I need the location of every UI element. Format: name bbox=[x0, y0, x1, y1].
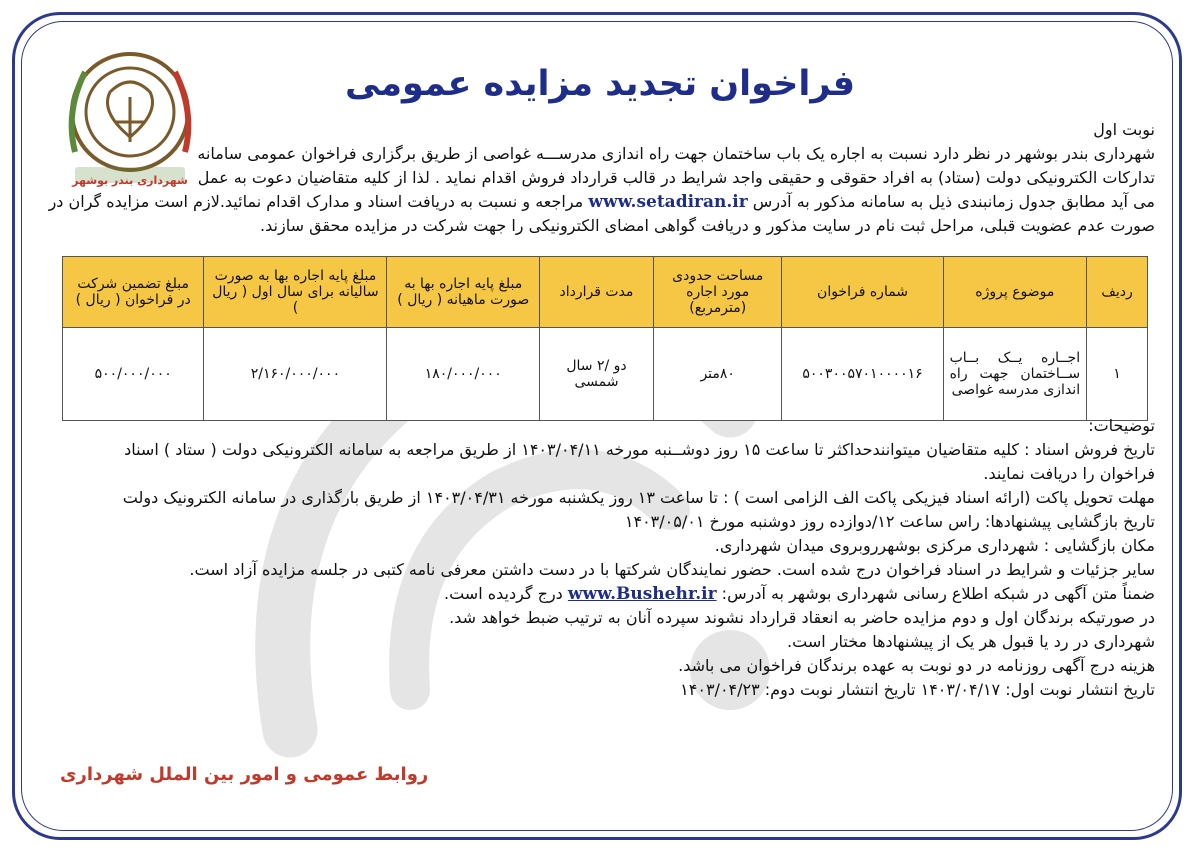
setadiran-link[interactable]: www.setadiran.ir bbox=[588, 192, 748, 212]
column-header: موضوع پروژه bbox=[943, 257, 1087, 328]
round-label: نوبت اول bbox=[1093, 120, 1155, 139]
monthly-rent: ۱۸۰/۰۰۰/۰۰۰ bbox=[387, 328, 540, 421]
note-line: شهرداری در رد یا قبول هر یک از پیشنهادها مختار است. bbox=[787, 632, 1155, 651]
auction-table bbox=[62, 256, 1148, 421]
note-line: در صورتیکه برندگان اول و دوم مزایده حاضر به انعقاد قرارداد نشوند سپرده آنان به ترتیب ضبط خواهد شد. bbox=[449, 608, 1155, 627]
note-line: فراخوان را دریافت نمایند. bbox=[983, 464, 1155, 483]
note-line: تاریخ بازگشایی پیشنهادها: راس ساعت ۱۲/دوازده روز دوشنبه مورخ ۱۴۰۳/۰۵/۰۱ bbox=[624, 512, 1155, 531]
contract-duration: دو /۲ سال شمسی bbox=[540, 328, 654, 421]
table-row bbox=[63, 328, 1148, 421]
row-number: ۱ bbox=[1087, 328, 1148, 421]
bushehr-link[interactable]: www.Bushehr.ir bbox=[567, 584, 717, 604]
notes-section bbox=[45, 414, 1155, 702]
tender-number: ۵۰۰۳۰۰۵۷۰۱۰۰۰۰۱۶ bbox=[782, 328, 943, 421]
intro-line: شهرداری بندر بوشهر در نظر دارد نسبت به اجاره یک باب ساختمان جهت راه اندازی مدرســـه غواصی از طریق برگزاری فراخوان عمومی سامانه bbox=[197, 144, 1155, 163]
guarantee-amount: ۵۰۰/۰۰۰/۰۰۰ bbox=[63, 328, 204, 421]
column-header: مبلغ پایه اجاره بها به صورت ماهیانه ( ریال ) bbox=[387, 257, 540, 328]
note-text: درج گردیده است. bbox=[443, 584, 563, 603]
table-header-row bbox=[63, 257, 1148, 328]
intro-line: صورت عدم عضویت قبلی، مراحل ثبت نام در سایت مذکور و دریافت گواهی امضای الکترونیکی را جهت شرکت در مزایده محقق سازند. bbox=[260, 216, 1155, 235]
note-line: مکان بازگشایی : شهرداری مرکزی بوشهرروبروی میدان شهرداری. bbox=[714, 536, 1155, 555]
column-header: مساحت حدودی مورد اجاره (مترمربع) bbox=[653, 257, 782, 328]
column-header: شماره فراخوان bbox=[782, 257, 943, 328]
intro-line-text: می آید مطابق جدول زمانبندی ذیل به سامانه مذکور به آدرس bbox=[752, 192, 1155, 211]
rental-area: ۸۰متر bbox=[653, 328, 782, 421]
page-title: فراخوان تجدید مزایده عمومی bbox=[344, 64, 856, 104]
column-header: مبلغ پایه اجاره بها به صورت سالیانه برای سال اول ( ریال ) bbox=[204, 257, 387, 328]
column-header: مدت قرارداد bbox=[540, 257, 654, 328]
notes-heading: توضیحات: bbox=[1088, 416, 1155, 435]
column-header: مبلغ تضمین شرکت در فراخوان ( ریال ) bbox=[63, 257, 204, 328]
note-line: تاریخ فروش اسناد : کلیه متقاضیان میتوانندحداکثر تا ساعت ۱۵ روز دوشــنبه مورخه ۱۴۰۳/۰۴/۱۱ از طریق مراجعه به سامانه الکترونیکی دولت ( ستاد ) اسناد bbox=[124, 440, 1155, 459]
note-line: هزینه درج آگهی روزنامه در دو نوبت به عهده برندگان فراخوان می باشد. bbox=[678, 656, 1155, 675]
intro-paragraph bbox=[45, 118, 1155, 238]
intro-line-text: مراجعه و نسبت به دریافت اسناد و مدارک اقدام نمائید.لازم است مزایده گران در bbox=[48, 192, 584, 211]
intro-line-with-link bbox=[45, 190, 1155, 214]
project-subject: اجــاره یــک بــاب ســاختمان جهت راه اندازی مدرسه غواصی bbox=[943, 328, 1087, 421]
note-line-with-link bbox=[45, 582, 1155, 606]
logo-caption: شهرداری بندر بوشهر bbox=[72, 174, 188, 187]
column-header: ردیف bbox=[1087, 257, 1148, 328]
signature: روابط عمومی و امور بین الملل شهرداری bbox=[60, 764, 429, 785]
publish-dates: تاریخ انتشار نوبت اول: ۱۴۰۳/۰۴/۱۷ تاریخ انتشار نوبت دوم: ۱۴۰۳/۰۴/۲۳ bbox=[680, 680, 1155, 699]
note-text: ضمناً متن آگهی در شبکه اطلاع رسانی شهرداری بوشهر به آدرس: bbox=[721, 584, 1155, 603]
note-line: سایر جزئیات و شرایط در اسناد فراخوان درج شده است. حضور نمایندگان شرکتها با در دست داشتن معرفی نامه کتبی در جلسه مزایده آزاد است. bbox=[189, 560, 1155, 579]
yearly-rent: ۲/۱۶۰/۰۰۰/۰۰۰ bbox=[204, 328, 387, 421]
intro-line: تدارکات الکترونیکی دولت (ستاد) به افراد حقوقی و حقیقی واجد شرایط در قالب قرارداد فروش اقدام نماید . لذا از کلیه متقاضیان دعوت به عمل bbox=[197, 168, 1155, 187]
note-line: مهلت تحویل پاکت (ارائه اسناد فیزیکی پاکت الف الزامی است ) : تا ساعت ۱۳ روز یکشنبه مورخه ۱۴۰۳/۰۴/۳۱ از طریق بارگذاری در سامانه الکترونیک دولت bbox=[122, 488, 1155, 507]
